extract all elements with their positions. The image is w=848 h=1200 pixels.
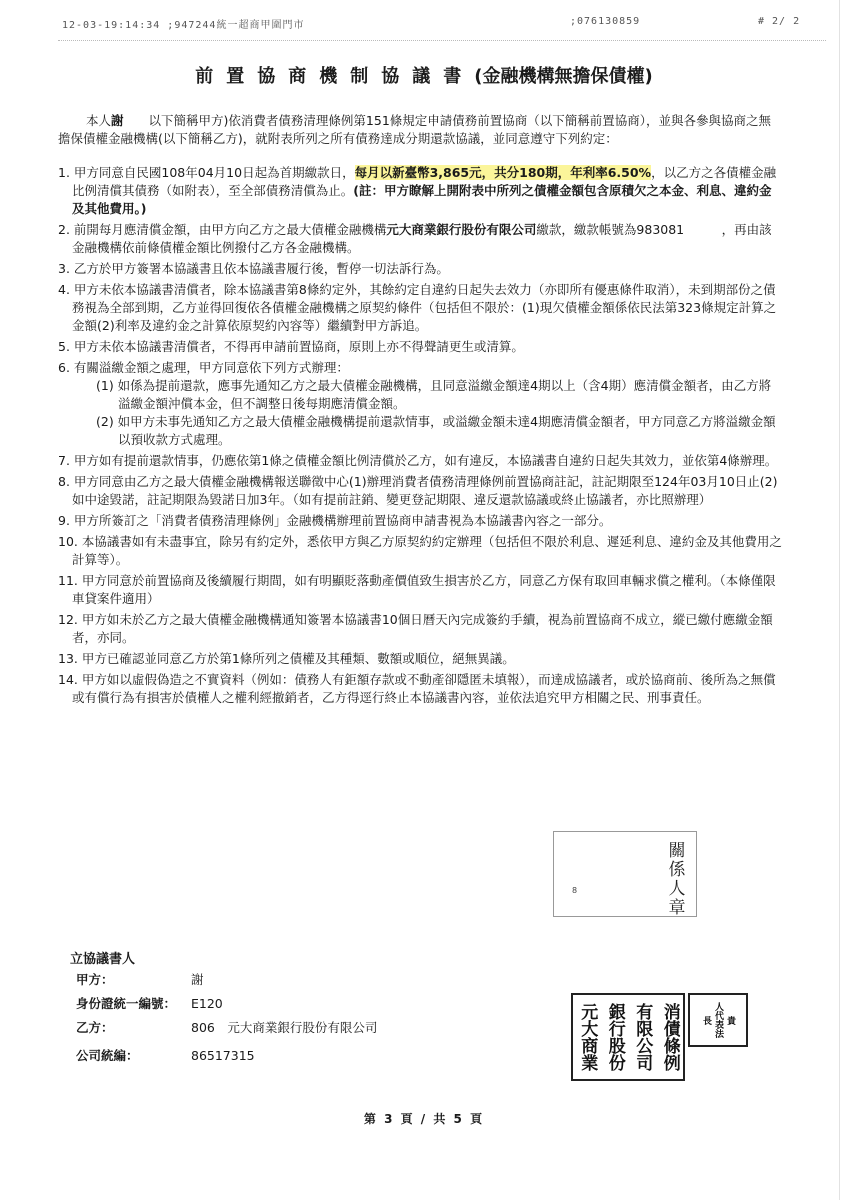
fax-rule: [58, 40, 826, 41]
bank-stamp-column: 有限公司: [632, 1003, 653, 1071]
fax-header-number: ;076130859: [570, 16, 641, 27]
clause-13: 13. 甲方已確認並同意乙方於第1條所列之債權及其種類、數額或順位，絕無異議。: [58, 651, 515, 666]
intro-prefix: 本人: [86, 113, 112, 128]
lead-bank-name: 元大商業銀行股份有限公司: [386, 222, 537, 237]
signatories-title: 立協議書人: [70, 952, 136, 967]
fax-header-page: # 2/ 2: [758, 16, 801, 27]
bank-stamp-column: 消債條例: [659, 1003, 680, 1071]
clause-11: 11. 甲方同意於前置協商及後續履行期間，如有明顯貶落動產價值致生損害於乙方，同意乙方保有取回車輛求償之權利。（本條僅限車貸案件適用）: [58, 573, 776, 606]
party-a-row: [76, 970, 204, 988]
clause-14: 14. 甲方如以虛假偽造之不實資料（例如：債務人有鉅額存款或不動產卻隱匿未填報），而達成協議者，或於協商前、後所為之無償或有償行為有損害於債權人之權利經撤銷者，乙方得逕行終止本協議書內容，並依法追究甲方相關之民、刑事責任。: [58, 672, 776, 705]
document-title: [0, 62, 848, 88]
small-stamp-column: 長: [701, 1015, 711, 1025]
page-edge: [839, 0, 840, 1200]
fax-header-left: 12-03-19:14:34 ;947244統一超商甲圍門市: [62, 20, 305, 31]
small-stamp-column: 貴: [725, 1015, 735, 1025]
clause-6-item-1: (1) 如係為提前還款，應事先通知乙方之最大債權金融機構，且同意溢繳金額達4期以上（含4期）應清償金額者，由乙方將溢繳金額沖償本金，但不調整日後每期應清償金額。: [96, 378, 772, 411]
party-a-label: 甲方：: [76, 972, 114, 987]
company-number-row: [76, 1046, 255, 1064]
clause-10: 10. 本協議書如有未盡事宜，除另有約定外，悉依甲方與乙方原契約約定辦理（包括但不限於利息、遲延利息、違約金及其他費用之計算等）。: [58, 534, 782, 567]
payment-terms-highlight: 每月以新臺幣3,865元，共分180期，年利率6.50%: [354, 165, 652, 180]
title-suffix: (金融機構無擔保債權): [474, 66, 653, 87]
id-number-row: [76, 994, 223, 1012]
clause-9: 9. 甲方所簽訂之「消費者債務清理條例」金融機構辦理前置協商申請書視為本協議書內容之一部分。: [58, 513, 612, 528]
bank-debt-negotiation-stamp: [571, 993, 685, 1081]
party-a-value: 謝: [191, 972, 204, 987]
clause-list: [58, 164, 783, 707]
company-number-value: 86517315: [191, 1048, 255, 1063]
clause-6-lead: 6. 有關溢繳金額之處理，甲方同意依下列方式辦理：: [58, 360, 349, 375]
party-b-value: 806 元大商業銀行股份有限公司: [191, 1020, 378, 1035]
party-b-row: [76, 1018, 377, 1036]
seal-mark: 8: [572, 886, 578, 895]
related-party-chop: 關係人章: [668, 841, 686, 918]
clause-text: 2. 前開每月應清償金額，由甲方向乙方之最大債權金融機構: [58, 222, 387, 237]
title-main: 前置協商機制協議書: [195, 66, 475, 87]
clause-12: 12. 甲方如未於乙方之最大債權金融機構通知簽署本協議書10個日曆天內完成簽約手續，視為前置協商不成立，縱已繳付應繳金額者，亦同。: [58, 612, 773, 645]
clause-5: 5. 甲方未依本協議書清償者，不得再申請前置協商，原則上亦不得聲請更生或清算。: [58, 339, 524, 354]
clause-1: [58, 164, 783, 218]
party-b-label: 乙方：: [76, 1020, 114, 1035]
clause-text: 1. 甲方同意自民國108年04月10日起為首期繳款日，: [58, 165, 355, 180]
clause-2: [58, 221, 783, 257]
clause-6: [58, 359, 783, 449]
bank-stamp-column: 銀行股份: [604, 1003, 625, 1071]
company-number-label: 公司統編：: [76, 1048, 139, 1063]
related-party-seal-box: [553, 831, 697, 917]
intro-paragraph: [58, 112, 783, 148]
id-number-label: 身份證統一編號：: [76, 996, 177, 1011]
clause-7: 7. 甲方如有提前還款情事，仍應依第1條之債權金額比例清償於乙方，如有違反，本協議書自違約日起失其效力，並依第4條辦理。: [58, 453, 778, 468]
small-stamp-column: 人代表法: [713, 1002, 723, 1038]
clause-8: 8. 甲方同意由乙方之最大債權金融機構報送聯徵中心(1)辦理消費者債務清理條例前置協商註記，註記期限至124年03月10日止(2)如中途毀諾，註記期限為毀諾日加3年。（如有提前註銷、變更登記期限、違反還款協議或終止協議者，亦比照辦理）: [58, 474, 778, 507]
bank-stamp-column: 元大商業: [577, 1003, 598, 1071]
intro-rest: 以下簡稱甲方)依消費者債務清理條例第151條規定申請債務前置協商（以下簡稱前置協商），並與各參與協商之無擔保債權金融機構(以下簡稱乙方)，就附表所列之所有債務達成分期還款協議，並同意遵守下列約定：: [58, 113, 772, 146]
clause-6-item-2: (2) 如甲方未事先通知乙方之最大債權金融機構提前還款情事，或溢繳金額未達4期應清償金額者，甲方同意乙方將溢繳金額以預收款方式處理。: [96, 414, 776, 447]
legal-representative-stamp: [688, 993, 748, 1047]
debtor-name: 謝: [111, 113, 124, 128]
clause-1-note: (註：甲方瞭解上開附表中所列之債權金額包含原積欠之本金、利息、違約金及其他費用。): [72, 183, 772, 216]
page-footer: 第 3 頁 / 共 5 頁: [363, 1112, 485, 1126]
clause-text: ，以乙方之各債權金融比例清償其債務（如附表），至全部債務清償為止。: [72, 165, 777, 198]
clause-text: 繳款，繳款帳號為983081 ，再由該金融機構依前條債權金額比例撥付乙方各金融機構。: [72, 222, 772, 255]
agreement-body: [58, 112, 783, 710]
clause-4: 4. 甲方未依本協議書清償者，除本協議書第8條約定外，其餘約定自違約日起失去效力（亦即所有優惠條件取消），未到期部份之債務視為全部到期，乙方並得回復依各債權金融機構之原契約條件（包括但不限於：(1)現欠債權金額係依民法第323條規定計算之金額(2)利率及違約金之計算依原契約內容等）繼續對甲方訴追。: [58, 282, 777, 333]
id-number-value: E120: [191, 996, 223, 1011]
clause-3: 3. 乙方於甲方簽署本協議書且依本協議書履行後，暫停一切法訴行為。: [58, 261, 449, 276]
